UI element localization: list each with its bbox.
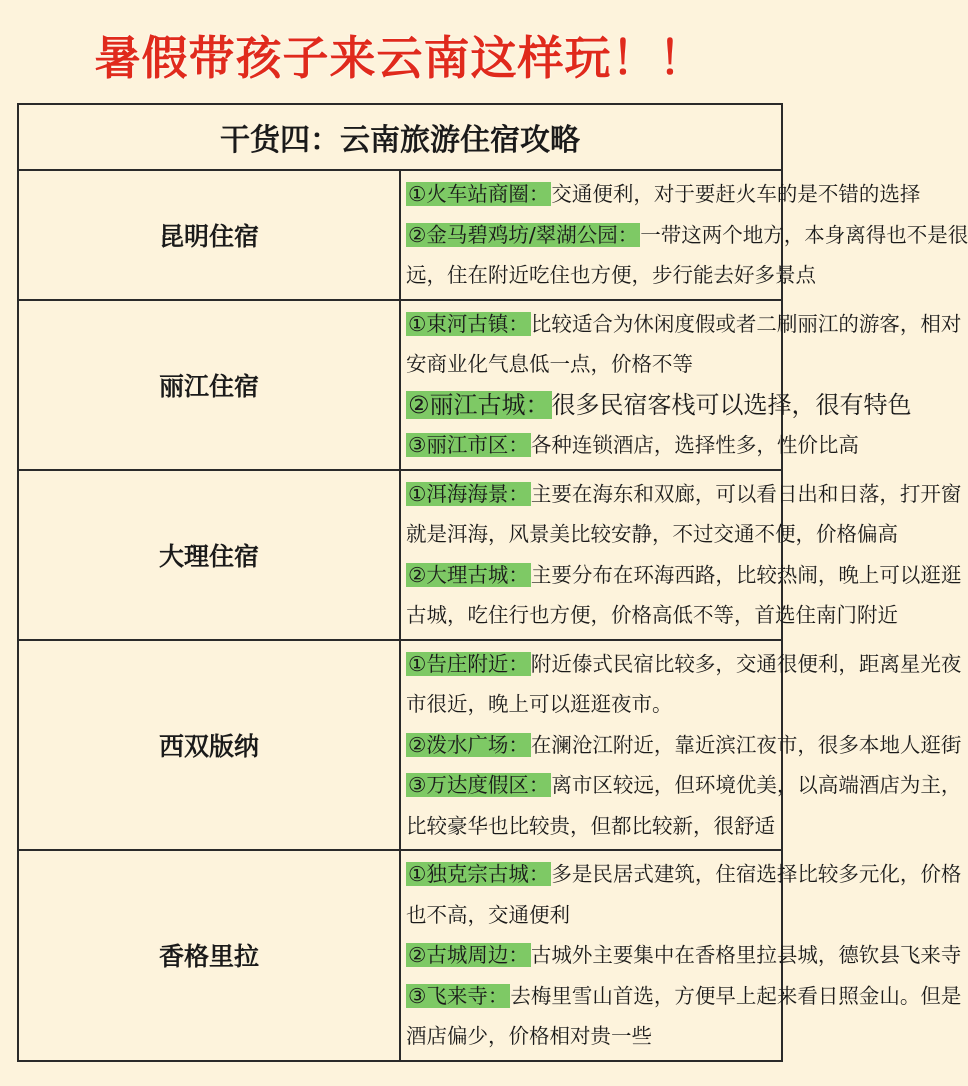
region-description <box>400 640 962 851</box>
list-item <box>406 976 962 1017</box>
item-tag: ②古城周边： <box>408 943 529 967</box>
item-tag: ③万达度假区： <box>408 773 550 797</box>
region-label: 西双版纳 <box>18 640 400 851</box>
list-item <box>406 555 962 596</box>
item-text: 在澜沧江附近，靠近滨江夜市，很多本地人逛街 <box>530 732 962 757</box>
list-item <box>406 425 859 466</box>
region-label: 昆明住宿 <box>18 170 400 300</box>
list-item <box>406 174 921 215</box>
item-tag: ③丽江市区： <box>408 433 529 457</box>
item-tag: ①独克宗古城： <box>408 862 550 886</box>
region-label: 香格里拉 <box>18 850 400 1061</box>
item-text: 古城外主要集中在香格里拉县城，德钦县飞来寺 <box>530 943 962 967</box>
item-tag: ③飞来寺： <box>408 983 509 1008</box>
list-item <box>406 725 962 766</box>
item-text: 交通便利，对于要赶火车的是不错的选择 <box>551 182 921 206</box>
item-text: 多是民居式建筑，住宿选择比较多元化，价格 <box>551 862 962 886</box>
item-text-continued: 市很近，晚上可以逛逛夜市。 <box>406 692 673 716</box>
item-text: 各种连锁酒店，选择性多，性价比高 <box>530 433 859 457</box>
item-tag: ②泼水广场： <box>408 732 529 757</box>
region-description <box>400 170 968 300</box>
item-text: 一带这两个地方，本身离得也不是很 <box>640 222 968 247</box>
item-text-continued: 酒店偏少，价格相对贵一些 <box>406 1024 652 1048</box>
item-tag: ①火车站商圈： <box>408 182 550 206</box>
item-tag: ①束河古镇： <box>408 311 529 336</box>
item-text: 很多民宿客栈可以选择，很有特色 <box>551 390 912 419</box>
list-item <box>406 474 962 515</box>
list-item <box>406 854 962 895</box>
item-text: 离市区较远，但环境优美，以高端酒店为主， <box>551 773 962 797</box>
table-header: 干货四：云南旅游住宿攻略 <box>18 104 782 170</box>
region-label: 大理住宿 <box>18 470 400 640</box>
item-text: 去梅里雪山首选，方便早上起来看日照金山。但是 <box>510 983 962 1008</box>
item-tag: ②丽江古城： <box>408 390 550 419</box>
table-row <box>18 300 782 470</box>
list-item <box>406 644 962 685</box>
item-text-continued: 安商业化气息低一点，价格不等 <box>406 352 693 376</box>
page-title: 暑假带孩子来云南这样玩！！ <box>94 31 706 85</box>
item-text-continued: 也不高，交通便利 <box>406 902 570 927</box>
list-item <box>406 935 962 976</box>
item-text-continued: 古城，吃住行也方便，价格高低不等，首选住南门附近 <box>406 603 898 627</box>
item-text-continued: 比较豪华也比较贵，但都比较新，很舒适 <box>406 813 775 838</box>
item-text-continued: 就是洱海，风景美比较安静，不过交通不便，价格偏高 <box>406 522 898 546</box>
table-row <box>18 850 782 1061</box>
list-item <box>406 385 912 426</box>
list-item <box>406 765 962 806</box>
list-item <box>406 304 962 345</box>
region-description <box>400 300 962 470</box>
item-text: 比较适合为休闲度假或者二刷丽江的游客，相对 <box>530 311 962 336</box>
item-text: 附近傣式民宿比较多，交通很便利，距离星光夜 <box>530 651 962 676</box>
table-row <box>18 170 782 300</box>
table-row <box>18 470 782 640</box>
item-tag: ①洱海海景： <box>408 481 529 506</box>
item-text: 主要在海东和双廊，可以看日出和日落，打开窗 <box>530 481 962 506</box>
item-text-continued: 远，住在附近吃住也方便，步行能去好多景点 <box>406 263 816 287</box>
region-label: 丽江住宿 <box>18 300 400 470</box>
table-row <box>18 640 782 851</box>
item-tag: ①告庄附近： <box>408 651 529 676</box>
list-item <box>406 215 968 256</box>
region-description <box>400 850 962 1061</box>
item-tag: ②大理古城： <box>408 562 529 587</box>
item-text: 主要分布在环海西路，比较热闹，晚上可以逛逛 <box>530 562 962 587</box>
accommodation-table <box>17 103 968 1062</box>
region-description <box>400 470 962 640</box>
item-tag: ②金马碧鸡坊/翠湖公园： <box>408 222 639 247</box>
